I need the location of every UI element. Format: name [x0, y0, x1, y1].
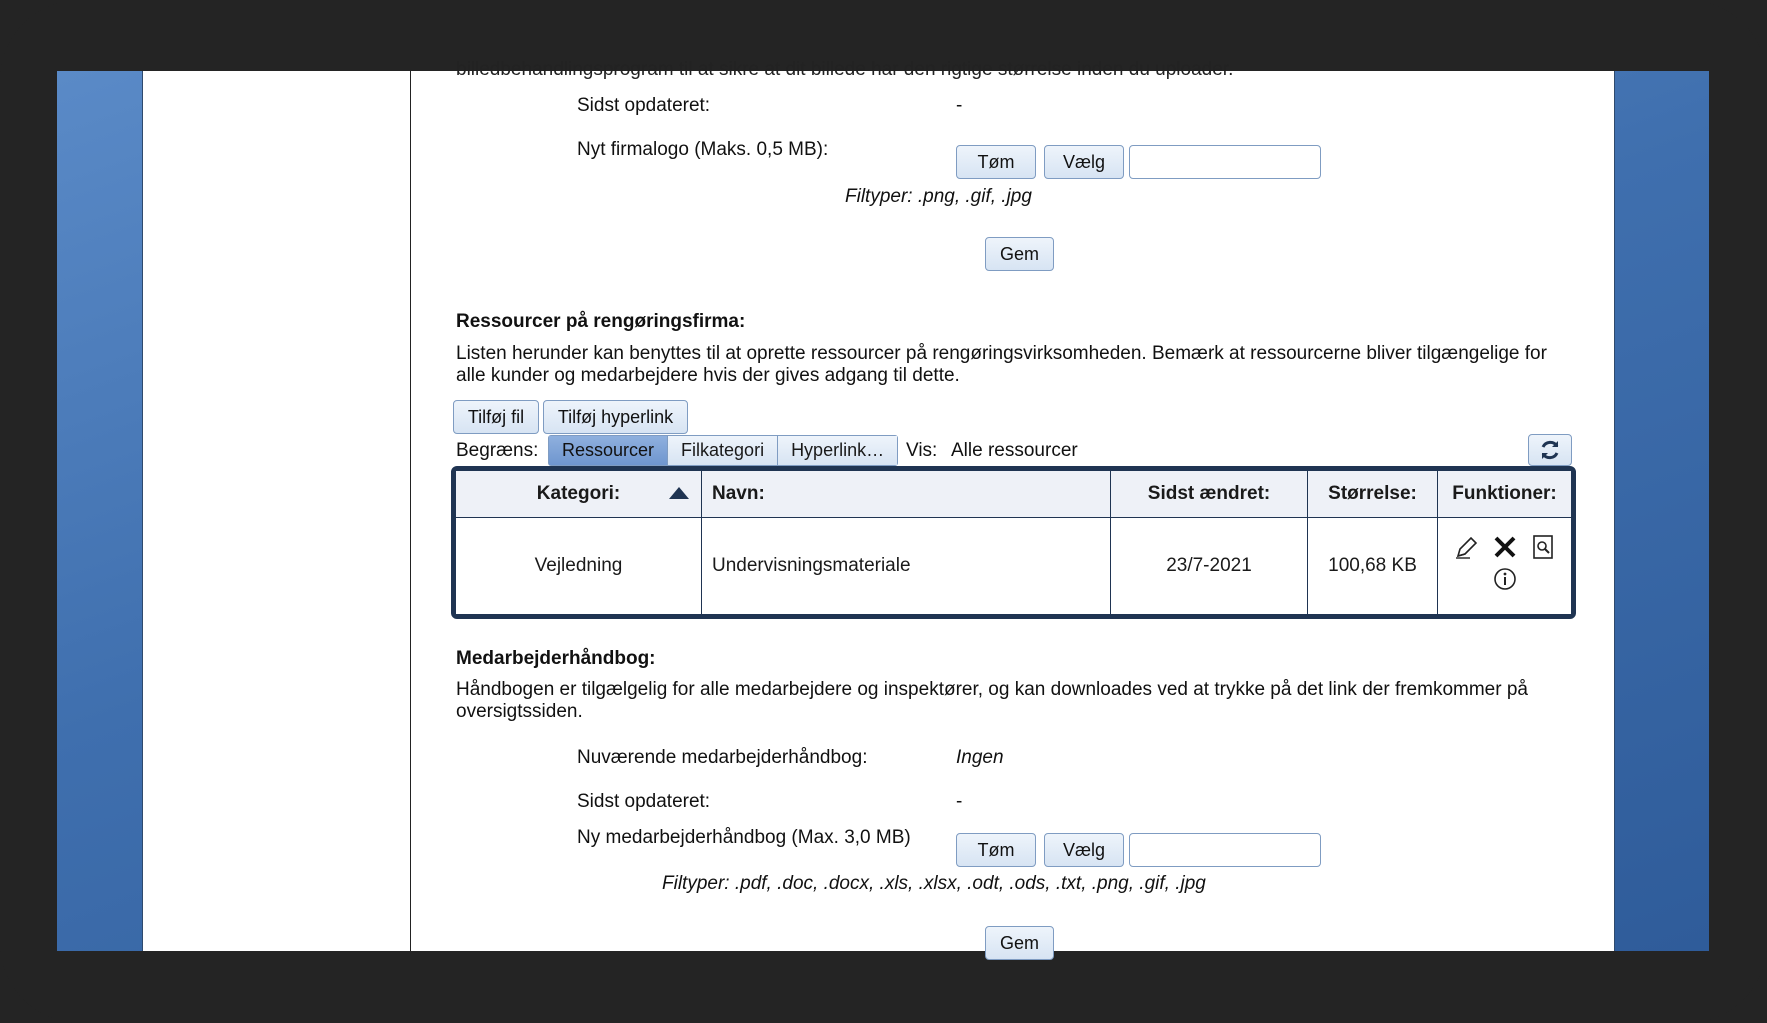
handbook-heading: Medarbejderhåndbog:	[456, 648, 656, 669]
handbook-current-label: Nuværende medarbejderhåndbog:	[577, 747, 868, 768]
info-icon[interactable]	[1492, 566, 1518, 592]
left-panel	[142, 71, 410, 951]
handbook-current-value: Ingen	[956, 747, 1004, 768]
filter-tabs	[548, 435, 898, 466]
screen	[57, 59, 1709, 953]
refresh-button[interactable]	[1528, 434, 1572, 466]
col-size[interactable]: Størrelse:	[1308, 471, 1438, 518]
edit-pencil-icon[interactable]	[1454, 534, 1480, 560]
col-functions: Funktioner:	[1438, 471, 1572, 518]
handbook-last-updated-label: Sidst opdateret:	[577, 791, 711, 812]
logo-choose-button[interactable]: Vælg	[1044, 145, 1124, 179]
logo-last-updated-value: -	[956, 95, 963, 116]
handbook-choose-button[interactable]: Vælg	[1044, 833, 1124, 867]
sort-asc-icon	[669, 487, 689, 499]
preview-magnifier-icon[interactable]	[1530, 534, 1556, 560]
col-category-label: Kategori:	[536, 482, 621, 504]
cell-category: Vejledning	[456, 517, 702, 614]
cell-functions	[1438, 517, 1572, 614]
col-category[interactable]	[456, 471, 702, 518]
delete-x-icon[interactable]	[1492, 534, 1518, 560]
new-logo-label: Nyt firmalogo (Maks. 0,5 MB):	[577, 139, 829, 160]
filter-label: Begræns:	[456, 440, 539, 461]
logo-last-updated-label: Sidst opdateret:	[577, 95, 711, 116]
show-label: Vis:	[906, 440, 938, 461]
cutoff-text: billedbehandlingsprogram til at sikre at dit billede har den rigtige størrelse inden du uploader.	[456, 59, 1234, 80]
tab-ressourcer[interactable]: Ressourcer	[549, 436, 668, 465]
cell-modified: 23/7-2021	[1111, 517, 1308, 614]
new-handbook-label: Ny medarbejderhåndbog (Max. 3,0 MB)	[577, 827, 911, 848]
table-row	[456, 517, 1572, 614]
col-modified[interactable]: Sidst ændret:	[1111, 471, 1308, 518]
handbook-filetypes: Filtyper: .pdf, .doc, .docx, .xls, .xlsx, .odt, .ods, .txt, .png, .gif, .jpg	[662, 873, 1206, 894]
handbook-last-updated-value: -	[956, 791, 963, 812]
settings-content	[410, 59, 1615, 953]
resources-heading: Ressourcer på rengøringsfirma:	[456, 311, 746, 332]
resources-description: Listen herunder kan benyttes til at oprette ressourcer på rengøringsvirksomheden. Bemærk at ressourcerne bliver tilgængelige for alle kunder og medarbejdere hvis der gives adgang til dette.	[456, 343, 1547, 386]
refresh-icon	[1538, 438, 1562, 462]
add-hyperlink-button[interactable]: Tilføj hyperlink	[543, 400, 688, 434]
resources-table	[451, 466, 1576, 619]
add-file-button[interactable]: Tilføj fil	[453, 400, 539, 434]
handbook-clear-button[interactable]: Tøm	[956, 833, 1036, 867]
logo-filetypes: Filtyper: .png, .gif, .jpg	[845, 186, 1032, 207]
logo-save-button[interactable]: Gem	[985, 237, 1054, 271]
handbook-file-input[interactable]	[1129, 833, 1321, 867]
tab-filkategori[interactable]: Filkategori	[668, 436, 778, 465]
cell-name[interactable]: Undervisningsmateriale	[702, 517, 1111, 614]
cell-size: 100,68 KB	[1308, 517, 1438, 614]
tab-hyperlink[interactable]: Hyperlink…	[778, 436, 897, 465]
handbook-save-button[interactable]: Gem	[985, 926, 1054, 960]
show-value[interactable]: Alle ressourcer	[951, 440, 1078, 461]
col-name[interactable]: Navn:	[702, 471, 1111, 518]
logo-file-input[interactable]	[1129, 145, 1321, 179]
handbook-description: Håndbogen er tilgælgelig for alle medarbejdere og inspektører, og kan downloades ved at trykke på det link der fremkommer på oversigtssiden.	[456, 679, 1528, 722]
logo-clear-button[interactable]: Tøm	[956, 145, 1036, 179]
